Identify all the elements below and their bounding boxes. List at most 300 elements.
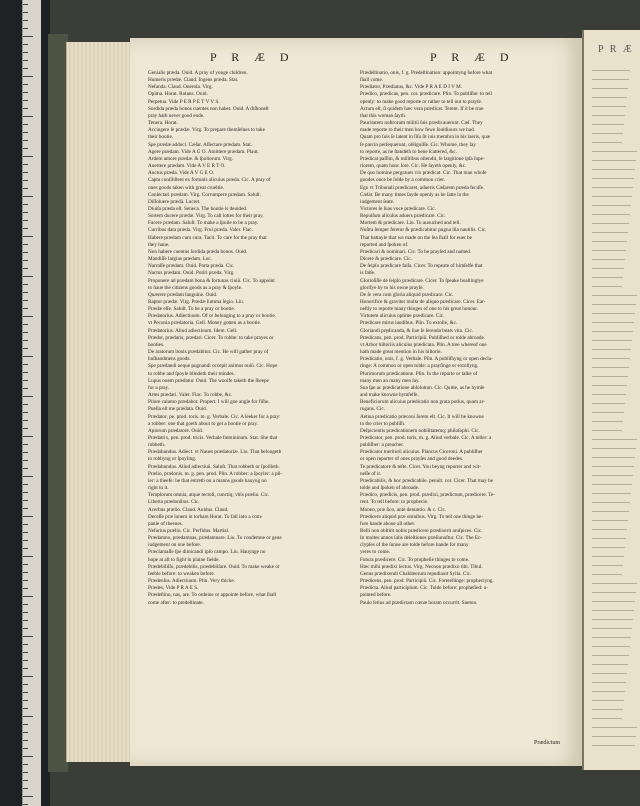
next-page-text-trace xyxy=(592,574,622,575)
dictionary-line: that this woman ſayth. xyxy=(360,112,407,119)
next-page-text-trace xyxy=(592,520,628,521)
dictionary-line: Virtutem alicuius optime prædicare. Cic. xyxy=(360,313,445,320)
dictionary-line: to robbe and ſpoyle blindeth their mindes. xyxy=(148,370,235,377)
dictionary-line: Prælio, prælonis. m. g. pen. prod. Plin. A robber: a ſpoyler: a pil- xyxy=(148,470,283,477)
ruler-tick xyxy=(23,164,28,165)
dictionary-line: Lupus ouem prædatur. Ouid. The woolfe taketh the ſheepe xyxy=(148,377,269,384)
dictionary-line: Prædicat paſſim, & militibus oſtendit, ſe largitione ipſa ſupe- xyxy=(360,155,485,162)
dictionary-line: Præclamaſſe ſpe dimicandi ipſo campo. Liu. Hauynge no xyxy=(148,549,266,556)
dictionary-line: Honorifice & graviter multa de aliquo prædicare. Cicer. Ear- xyxy=(360,299,486,305)
page-stack-edge xyxy=(66,42,133,762)
next-page-text-trace xyxy=(592,628,632,629)
dictionary-line: Capta conſiliſtent ex fortunis alicuius præda. Cic. A pray of xyxy=(148,177,271,184)
next-page-text-trace xyxy=(592,691,625,692)
ruler-tick xyxy=(23,644,28,645)
next-page-text-trace xyxy=(592,709,623,710)
next-page-text-trace xyxy=(592,151,637,152)
dictionary-line: Puella eſt me prædata. Ouid. xyxy=(148,406,208,413)
dictionary-line: Auctus præda. Vide A V G E O. xyxy=(148,170,215,177)
next-page-text-trace xyxy=(592,403,625,404)
dictionary-line: Prædicens, pen. prod. Participiū. Cic. Foretellinge: propheciyng. xyxy=(360,578,494,585)
ruler-tick xyxy=(23,260,28,261)
dictionary-line: Prædico, prædicis, pen. prod. prædixi, prædictum, prædicere. Te- xyxy=(360,492,495,499)
dictionary-line: pointed before. xyxy=(360,592,392,599)
dictionary-line: openly: to make good reporte or rather to tell out to prayſe. xyxy=(360,98,483,105)
dictionary-line: Hæc mihi prædixi lectus. Virg. Necnon prædixo tibi. Tibul. xyxy=(360,563,483,570)
ruler-tick xyxy=(23,292,28,293)
dictionary-line: Belli non obſtitit nobis prædicere prædixerit aruſpices. Cic. xyxy=(360,528,483,534)
dictionary-line: De ſe vera cum gloria aliquid prædicare. Cic. xyxy=(360,291,454,298)
dictionary-line: and make knowne hymſelfe. xyxy=(360,392,419,399)
ruler-tick xyxy=(23,452,28,453)
ruler-tick xyxy=(23,52,28,53)
dictionary-line: Prædeſtino, nas, are. To ordeine or appointe before, what ſhall xyxy=(148,592,277,599)
next-page-text-trace xyxy=(592,727,637,728)
dictionary-line: Humeris prædæ. Claud. Ingens præda. Stat. xyxy=(148,77,239,84)
dictionary-line: Noſtra ſemper feretur & prædicabitur pugna illa nautilis. Cic. xyxy=(360,227,487,234)
dictionary-line: is falſe. xyxy=(360,270,376,277)
ruler-tick xyxy=(23,140,28,141)
next-page-text-trace xyxy=(592,592,636,593)
dictionary-line: Tenera. Horat. xyxy=(148,120,178,127)
next-page-text-trace xyxy=(592,133,623,134)
next-page-text-trace xyxy=(592,223,629,224)
ruler-tick xyxy=(23,804,28,805)
ruler-tick xyxy=(23,252,28,253)
ruler-tick xyxy=(23,100,28,101)
dictionary-line: Perpetua. Vide P E R P E T V V S. xyxy=(148,98,220,105)
ruler-tick xyxy=(23,124,28,125)
dictionary-line: yeres to come. xyxy=(360,549,391,556)
dictionary-line: Genialis præda. Ouid. A pray of yonge children. xyxy=(148,70,248,76)
dictionary-line: De quo homine pergraues vix prædicat. Cic. That man whoſe xyxy=(360,170,487,177)
ruler-tick xyxy=(23,228,28,229)
dictionary-line: or open reporter of ones prayſes and good deedes. xyxy=(360,456,464,463)
ruler-tick xyxy=(23,196,33,197)
ruler-tick xyxy=(23,220,28,221)
next-page-text-trace xyxy=(592,394,626,395)
dictionary-line: Paulo ſetius ad prædictam cœnæ horam occurrit. Sueton. xyxy=(360,599,478,606)
dictionary-line: Apiorum prædatore. Ouid. xyxy=(148,427,204,434)
dictionary-line: Glorioſiſſe de ſeipſo prædicare. Cicer. To ſpeake boaſtinglye xyxy=(360,277,484,284)
dictionary-line: Deſpicientis prædicationem nobilitatemq; philoſophi. Cic. xyxy=(360,427,480,434)
dictionary-line: goodes once be ſolde by a common crier. xyxy=(360,177,445,184)
ruler-tick xyxy=(23,580,28,581)
dictionary-line: Prædæ eſſe. Saluſt. To be a pray or bootie. xyxy=(148,306,235,313)
dictionary-line: vt Pecunia prædatoria. Gell. Money gotten as a bootie. xyxy=(148,320,262,327)
dictionary-line: pray hath never good ende. xyxy=(148,112,205,119)
dictionary-line: Spe prædæ adduci. Cæſar. Aſſectare prædam. Stat. xyxy=(148,141,253,148)
next-page-text-trace xyxy=(592,583,637,584)
next-page-text-trace xyxy=(592,313,635,314)
ruler-tick xyxy=(23,476,33,477)
ruler-tick xyxy=(23,620,28,621)
dictionary-line: Prædicere aliquid præ omnibus. Virg. To tell one thinge be- xyxy=(360,513,484,520)
dictionary-line: hath made great mention in his hiſtorie. xyxy=(360,349,442,356)
dictionary-line: Cæſar. Be many times ſayde openly as he ſatte in the xyxy=(360,191,469,198)
dictionary-line: Narraſſe prædam. Ouid. Parta præda. Cic. xyxy=(148,263,235,270)
ruler-tick xyxy=(23,324,28,325)
dictionary-line: Facere prædam. Saluſt. To make a ſpoile to be a pray. xyxy=(148,220,259,227)
next-page-text-trace xyxy=(592,655,629,656)
dictionary-line: they haue. xyxy=(148,241,170,248)
ruler-tick xyxy=(23,116,33,117)
ruler-tick xyxy=(23,788,28,789)
dictionary-line: Paucitatem noſtrorum militū ſuis prædicauerunt. Cæſ. They xyxy=(360,120,483,127)
next-page-text-trace xyxy=(592,259,625,260)
next-page-text-trace xyxy=(592,142,622,143)
ruler-tick xyxy=(23,764,28,765)
next-page-text-trace xyxy=(592,331,633,332)
dictionary-line: Liberta prædonibus. Cic. xyxy=(148,499,200,506)
dictionary-line: Habere prædam cum cura. Tacit. To care for the pray that xyxy=(148,234,267,241)
next-page-text-trace xyxy=(592,538,626,539)
next-page-text-trace xyxy=(592,376,628,377)
ruler-tick xyxy=(23,660,28,661)
dictionary-line: De aratorum bonis prædabitur. Cic. He will gather pray of xyxy=(148,349,269,356)
dictionary-line: Prædabundus. Aliud adiectiuū. Saluſt. That robbeth or ſpoilleth. xyxy=(148,463,280,470)
dictionary-line: That battayle that we made on the ſea ſhall for euer be xyxy=(360,234,472,241)
next-page-text-trace xyxy=(592,511,629,512)
ruler-tick xyxy=(23,596,33,597)
dictionary-line: Dicere & prædicare. Cic. xyxy=(360,256,412,263)
dictionary-line: vt Arbor hiſtoriis alicuius prædicata. Plin. A tree whereof one xyxy=(360,341,487,348)
ruler-tick xyxy=(23,276,33,277)
ruler-tick xyxy=(23,108,28,109)
dictionary-line: ſe parcin perſequerunt, obliguiſſe. Cic. Whome, they ſay xyxy=(360,141,476,148)
dictionary-line: Prædabundus. Adiect. vt Naues prædatoriæ. Liu. That belongeth xyxy=(148,449,282,456)
ruler-tick xyxy=(23,540,28,541)
measuring-ruler xyxy=(0,0,50,806)
dictionary-line: feeble before: to weaken before. xyxy=(148,570,215,577)
next-page-text-trace xyxy=(592,718,622,719)
dictionary-line: Prædicator meritorū alicuius. Plancus Ciceroni. A publiſher xyxy=(360,449,483,456)
next-page-text-trace xyxy=(592,475,633,476)
next-page-text-trace xyxy=(592,610,634,611)
dictionary-line: Prædatorius. Adiectiuum. Of or belonging to a pray or bootie. xyxy=(148,313,276,320)
ruler-tick xyxy=(23,516,33,517)
ruler-tick xyxy=(23,508,28,509)
ruler-tick xyxy=(23,92,28,93)
dictionary-line: Prædicabilis, & hoc prædicabile. penult. cor. Cicer. That may be xyxy=(360,477,494,484)
dictionary-line: to haue the citizens goods as a pray & ſpoyle. xyxy=(148,284,243,291)
ruler-tick xyxy=(23,148,28,149)
ruler-tick xyxy=(23,244,28,245)
ruler-tick xyxy=(23,356,33,357)
ruler-tick xyxy=(23,28,28,29)
dictionary-line: Beneficiorum alicuius prædicatio non grata potius, quam ar- xyxy=(360,399,485,406)
dictionary-line: publiſher: a preacher. xyxy=(360,442,404,449)
next-page-text-trace xyxy=(592,385,627,386)
dictionary-line: Nefarius prælio. Cic. Perfidus. Martial. xyxy=(148,528,230,534)
dictionary-line: Proponere ad prædam bona & fortunas ciuiū. Cic. To appoint xyxy=(148,277,275,284)
dictionary-line: glorifye by to his owne prayſe. xyxy=(360,284,424,291)
ruler-tick xyxy=(23,204,28,205)
next-page-text-trace xyxy=(592,169,635,170)
dictionary-line: Non habere cuentus ſordida præda bonos. Ouid. xyxy=(148,248,248,255)
dictionary-line: Agere prædam. Vide A G O. Amittere prædam. Plaut. xyxy=(148,148,259,155)
dictionary-line: Sua ſpe ac prædicatione abſolutum. Cic. Quitte, as he hymſe xyxy=(360,384,485,391)
dictionary-line: Prædatorius. Aliud adiectiuum. Idem. Gell. xyxy=(148,327,238,334)
next-page-text-trace xyxy=(592,196,632,197)
ruler-tick xyxy=(23,708,28,709)
ruler-tick xyxy=(23,180,28,181)
ruler-tick xyxy=(23,532,28,533)
ruler-tick xyxy=(23,588,28,589)
dictionary-line: Prædicator, pen. prod. toris, m. g. Aliud verbale. Cic. A teller: a xyxy=(360,434,492,441)
ruler-tick xyxy=(23,372,28,373)
next-page-text-trace xyxy=(592,97,627,98)
ruler-tick xyxy=(23,740,28,741)
dictionary-line: Sortem ducere prædæ. Virg. To caſt lottes for their pray. xyxy=(148,213,264,220)
ruler-tick xyxy=(23,404,28,405)
next-page-text-trace xyxy=(592,430,622,431)
next-page-text-trace xyxy=(592,664,628,665)
dictionary-line: Nactus prædam. Ouid. Potiri præda. Virg. xyxy=(148,270,235,277)
dictionary-line: ones goods taken with great crueltie. xyxy=(148,184,225,191)
dictionary-line: for a pray. xyxy=(148,384,170,391)
next-page-text-trace xyxy=(592,205,631,206)
ruler-tick xyxy=(23,12,28,13)
ruler-tick xyxy=(23,60,28,61)
dictionary-line: Diſſoluere prædā. Lucret. xyxy=(148,198,201,205)
dictionary-line: Moneo, præ ſico, ante denuntio. & c. Cic. xyxy=(360,506,447,513)
dictionary-line: Genus prædixendi Chaldæorum repudiauit Sylla. Cic. xyxy=(360,570,472,577)
dictionary-line: Prædator, pe. prod. toris. m. g. Verbale. Cic. A ſeeker for a pray: xyxy=(148,413,281,420)
dictionary-line: Futura prædicere. Cic. To propheſie thinges to come. xyxy=(360,556,470,563)
dictionary-line: Curribus data præda. Virg. Frui præda. Valer. Flac. xyxy=(148,227,253,234)
next-page-text-trace xyxy=(592,700,624,701)
next-page-text-trace xyxy=(592,439,637,440)
next-page-text-trace xyxy=(592,457,635,458)
dictionary-line: Prædicatio, onis, f. g. Verbale. Plin. A publiſhyng or open decla- xyxy=(360,356,493,363)
dictionary-line: panie of theeues. xyxy=(148,520,184,527)
ruler-tick xyxy=(23,348,28,349)
ruler-tick xyxy=(23,156,33,157)
right-text-column xyxy=(360,70,558,607)
dictionary-line: Deceſſe præ lonem in torbam Horat. To fall into a com- xyxy=(148,513,263,520)
dictionary-line: Prædicare mirus laudibus. Plin. To extolle, &c. xyxy=(360,320,458,327)
ruler-tick xyxy=(23,524,28,525)
dictionary-line: Auertere prædam. Vide A V E R T O. xyxy=(148,163,226,170)
next-page-text-trace xyxy=(592,214,630,215)
dictionary-line: reported and ſpoken of. xyxy=(360,241,409,248)
dictionary-line: a robber: one that goeth about to get a bootie or pray. xyxy=(148,420,259,427)
dictionary-line: Artes prædari. Valer. Flac. To robbe, &c. xyxy=(148,392,233,399)
dictionary-line: Prædiator, Prædiatus, &c. Vide P R A E D I V M. xyxy=(360,84,463,91)
next-page-text-trace xyxy=(592,340,632,341)
next-page-running-head: P R Æ xyxy=(598,44,634,55)
next-page-text-trace xyxy=(592,79,629,80)
dictionary-line: Repulſum aliculus aduers prædicare. Cic. xyxy=(360,213,446,220)
dictionary-line: Aetiua prædicatio præconi ſorem eſt. Cic. It will be knowne xyxy=(360,413,484,420)
dictionary-line: ſhall come. xyxy=(360,77,384,84)
dictionary-line: Ego vt Tribunali prædicaret, adueris Cæſarem præda fecıſſe. xyxy=(360,184,485,191)
dictionary-line: robbeth. xyxy=(148,442,166,449)
next-page-text-trace xyxy=(592,277,623,278)
next-page-text-trace xyxy=(592,412,624,413)
dictionary-line: Prædenſus. Adiectiuum. Plin. Very thicke. xyxy=(148,578,235,585)
next-page-text-trace xyxy=(592,349,631,350)
dictionary-line: Templorum omnia, atque tectoſi, cunctiq; vbis prælio. Cic. xyxy=(148,492,270,499)
ruler-tick xyxy=(23,212,28,213)
dictionary-line: fore hande aboue all other. xyxy=(360,520,416,527)
left-text-column xyxy=(148,70,346,607)
next-page-text-trace xyxy=(592,421,623,422)
next-page-text-trace xyxy=(592,241,627,242)
ruler-tick xyxy=(23,748,28,749)
dictionary-line: Mortem & prædicare. Liu. To auouched and tell. xyxy=(360,220,461,227)
next-page-text-trace xyxy=(592,547,625,548)
ruler-tick xyxy=(23,420,28,421)
ruler-tick xyxy=(23,44,28,45)
dictionary-line: to reporte, as he ſtandeth to bene ſcattered, &c. xyxy=(360,148,457,155)
ruler-tick xyxy=(23,628,28,629)
dictionary-line: ringe: A common or open tolde: a prayſinge or extollyng. xyxy=(360,363,479,370)
ruler-tick xyxy=(23,692,28,693)
next-page-text-trace xyxy=(592,250,626,251)
running-head-left: P R Æ D xyxy=(210,50,295,64)
next-page-text-trace xyxy=(592,268,624,269)
ruler-tick xyxy=(23,300,28,301)
next-page-text-trace xyxy=(592,736,636,737)
dictionary-line: their bootie. xyxy=(148,134,174,141)
dictionary-line: hope at all to fight in plaine fielde. xyxy=(148,556,220,563)
dictionary-line: right to it. xyxy=(148,485,169,492)
next-page-text-trace xyxy=(592,556,624,557)
dictionary-line: tolde and ſpoken of abroade. xyxy=(360,485,420,492)
dictionary-line: In moltes annos ſalis deleſtiones præſiunuſtur. Cic. The Ec- xyxy=(360,535,483,542)
ruler-tick xyxy=(23,332,28,333)
dictionary-line: Actum eſt, ſi quidem hæc vera prædicat. Terent. If it be true xyxy=(360,105,484,112)
next-page-text-trace xyxy=(592,745,635,746)
next-page-text-trace xyxy=(592,466,634,467)
ruler-tick xyxy=(23,780,28,781)
ruler-tick xyxy=(23,36,33,37)
ruler-tick xyxy=(23,284,28,285)
dictionary-line: Acerbus prælio. Claud. Auidus. Claud. xyxy=(148,506,229,513)
dictionary-line: Gloriandi prędicanda, & ſuæ ſe ſerenda beats vita. Cic. xyxy=(360,327,474,334)
next-page-text-trace xyxy=(592,124,624,125)
ruler-tick xyxy=(23,492,28,493)
dictionary-line: made reporte to their men how fewe ſouldiours we had. xyxy=(360,127,475,134)
dictionary-line: Accingere ſe prædæ. Virg. To prepare themſelues to take xyxy=(148,127,265,134)
ruler-tick xyxy=(23,732,28,733)
ruler-tick xyxy=(23,684,28,685)
next-page-text-trace xyxy=(592,286,622,287)
dictionary-line: Raptor prædæ. Virg. Prædæ ſumma legio. Liu. xyxy=(148,299,245,305)
ruler-tick xyxy=(23,308,28,309)
ruler-tick xyxy=(23,572,28,573)
ruler-tick xyxy=(23,636,33,637)
dictionary-line: riorem, quam hunc ſore. Cic. He ſayeth openly, &c. xyxy=(360,163,467,170)
ruler-tick xyxy=(23,700,28,701)
next-page-text-trace xyxy=(592,601,635,602)
dictionary-line: ler: a theefe: he that entreth on a manns goods hauyng no xyxy=(148,477,267,484)
dictionary-line: Sordida præda bonos cuentes non habet. Ouid. A diſhoneſt xyxy=(148,105,269,112)
dictionary-line: Victores ſe ſuas voce prædicare. Cic. xyxy=(360,205,436,212)
ruler-tick xyxy=(23,76,33,77)
dictionary-line: Quam pro ſuis ſe latent in ſiſu ſit inis membra in his laeris, quæ xyxy=(360,134,491,141)
dictionary-line: Plurimorum prædicatione. Plin. In the reporte or talke of xyxy=(360,370,478,377)
next-page-text-trace xyxy=(592,88,628,89)
dictionary-line: Prædico, prædicas, pen. cor. prædicare. Plin. To publiſhe: to tell xyxy=(360,91,492,98)
ruler-tick xyxy=(23,236,33,237)
ruler-tick xyxy=(23,68,28,69)
ruler-tick xyxy=(23,436,33,437)
dictionary-line: booties. xyxy=(148,341,165,348)
dictionary-line: to robbyng or ſpoyling. xyxy=(148,456,197,463)
next-page-text-trace xyxy=(592,529,627,530)
next-page-text-trace xyxy=(592,673,627,674)
ruler-tick xyxy=(23,84,28,85)
next-page-text-trace xyxy=(592,619,633,620)
dictionary-line: Prædicans, pen. prod. Participiū. Publiſhed or tolde abroade. xyxy=(360,334,486,341)
next-page-text-trace xyxy=(592,484,632,485)
dictionary-line: rent. To tell before: to prophecie. xyxy=(360,499,429,506)
next-page-text-trace xyxy=(592,448,636,449)
ruler-tick xyxy=(23,604,28,605)
ruler-tick xyxy=(23,548,28,549)
ruler-tick xyxy=(23,756,33,757)
ruler-tick xyxy=(23,340,28,341)
ruler-scale xyxy=(22,0,41,806)
dictionary-line: Conſectari prædam. Virg. Corrumpere prædam. Saluſt. xyxy=(148,191,261,198)
dictionary-line: come after: to predeſtinate. xyxy=(148,599,204,606)
dictionary-line: neſtly to reporte many thinges of one to his great honour. xyxy=(360,306,478,313)
next-page-text-trace xyxy=(592,646,630,647)
ruler-tick xyxy=(23,556,33,557)
dictionary-line: Mandiſſe largius prædam. Luc. xyxy=(148,256,213,263)
next-page-text-trace xyxy=(592,187,633,188)
next-page-text-trace xyxy=(592,232,628,233)
ruler-tick xyxy=(23,396,33,397)
dictionary-line: rogans. Cic. xyxy=(360,406,385,413)
ruler-tick xyxy=(23,132,28,133)
dictionary-line: clypſes of the ſunne are tolde before hande for many xyxy=(360,542,469,549)
ruler-tick xyxy=(23,4,28,5)
next-page-text-trace xyxy=(592,637,631,638)
next-page-text-trace xyxy=(592,493,631,494)
ruler-tick xyxy=(23,668,28,669)
dictionary-line: Prædeſtinatio, onis, f. g. Predeſtination: appointyng before what xyxy=(360,70,493,76)
ruler-tick xyxy=(23,20,28,21)
next-page-text-trace xyxy=(592,115,625,116)
dictionary-line: iudgement on one before. xyxy=(148,542,202,549)
ruler-tick xyxy=(23,564,28,565)
dictionary-line: Prædicta. Aliud participium. Cic. Tolde before: propheſied: a- xyxy=(360,585,488,592)
ruler-tick xyxy=(23,676,33,677)
ruler-tick xyxy=(23,428,28,429)
dictionary-line: De ſeipſo prædicare falſa. Cicer. To repeate of himſelfe that xyxy=(360,263,483,270)
ruler-tick xyxy=(23,772,28,773)
next-page-text-trace xyxy=(592,682,626,683)
dictionary-line: neſſe of it. xyxy=(360,470,382,477)
ruler-tick xyxy=(23,652,28,653)
ruler-tick xyxy=(23,716,33,717)
ruler-tick xyxy=(23,444,28,445)
dictionary-line: Prædatrix, pen. prod. tricis. Verbale fœmininum. Stat. She that xyxy=(148,434,278,441)
dictionary-line: Quærere prædam ſanguine. Ouid. xyxy=(148,291,218,298)
ruler-tick xyxy=(23,188,28,189)
dictionary-line: iudgement ſeate. xyxy=(360,198,395,205)
book-page xyxy=(130,38,582,766)
dictionary-line: Prædor, prædaris, prædari. Cicer. To robbe: to take prayes or xyxy=(148,334,274,341)
next-page-text-trace xyxy=(592,358,630,359)
next-page-edge xyxy=(582,30,640,770)
next-page-text-trace xyxy=(592,106,626,107)
dictionary-line: to the crier to publiſh. xyxy=(360,420,406,427)
